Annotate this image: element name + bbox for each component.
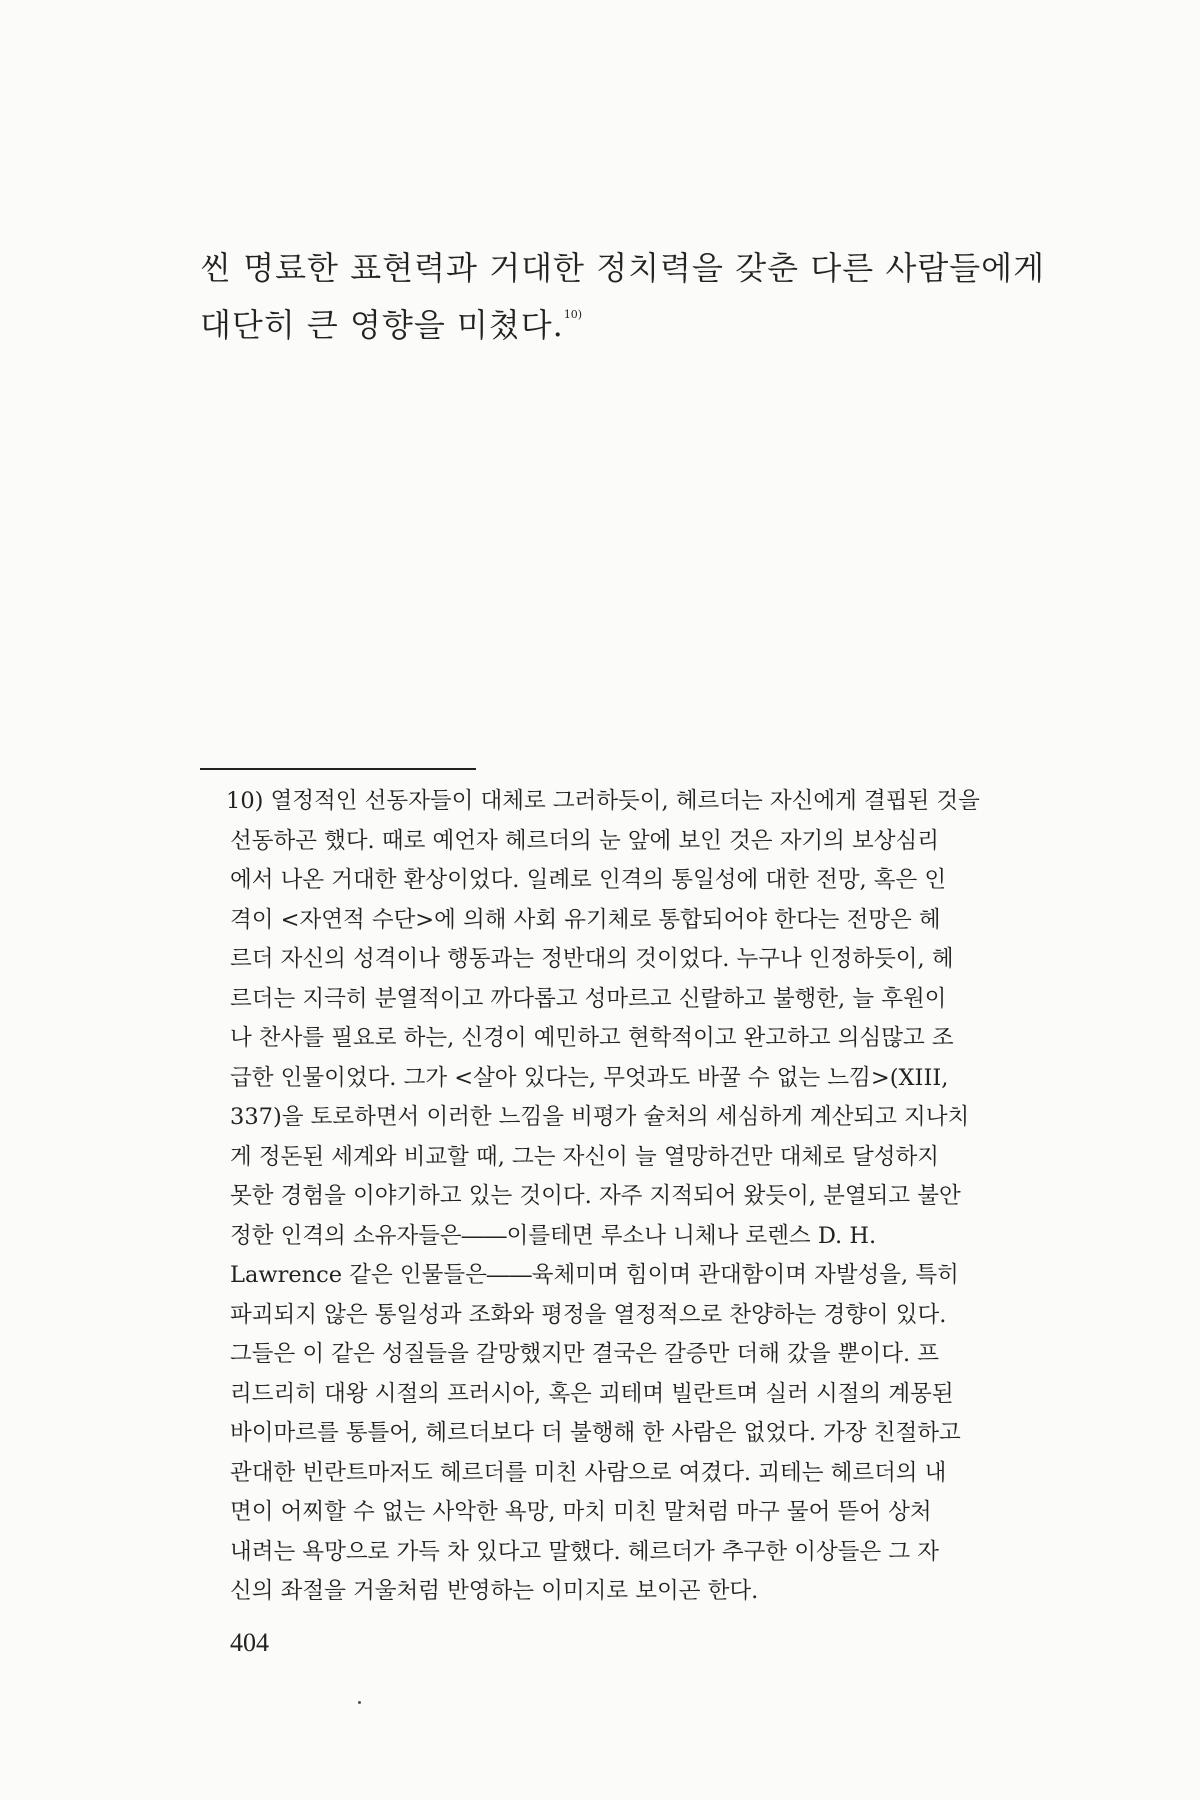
- footnote-line: 르더 자신의 성격이나 행동과는 정반대의 것이었다. 누구나 인정하듯이, 헤: [230, 946, 954, 972]
- footnote-line: 게 정돈된 세계와 비교할 때, 그는 자신이 늘 열망하건만 대체로 달성하지: [230, 1143, 939, 1170]
- footnote-separator: [200, 768, 476, 770]
- footnote-line: 못한 경험을 이야기하고 있는 것이다. 자주 지적되어 왔듯이, 분열되고 불안: [230, 1183, 961, 1209]
- footnote-line: 나 찬사를 필요로 하는, 신경이 예민하고 현학적이고 완고하고 의심많고 조: [230, 1025, 954, 1051]
- footnote-line: 격이 <자연적 수단>에 의해 사회 유기체로 통합되어야 한다는 전망은 헤: [230, 906, 941, 933]
- footnote-line: 신의 좌절을 거울처럼 반영하는 이미지로 보이곤 한다.: [230, 1578, 759, 1604]
- footnote-line: 리드리히 대왕 시절의 프러시아, 혹은 괴테며 빌란트며 실러 시절의 계몽된: [230, 1380, 954, 1407]
- footnote: [226, 782, 1044, 1612]
- footnote-line: Lawrence 같은 인물들은――육체미며 힘이며 관대함이며 자발성을, 특히: [230, 1262, 959, 1288]
- footnote-line: 선동하곤 했다. 때로 예언자 헤르더의 눈 앞에 보인 것은 자기의 보상심리: [230, 827, 939, 854]
- footnote-reference: 10): [563, 308, 583, 321]
- footnote-line: 정한 인격의 소유자들은――이를테면 루소나 니체나 로렌스 D. H.: [230, 1222, 877, 1249]
- page-number: 404: [230, 1628, 269, 1657]
- footnote-line: 급한 인물이었다. 그가 <살아 있다는, 무엇과도 바꿀 수 없는 느낌>(XIII,: [230, 1064, 949, 1091]
- footnote-line: 10) 열정적인 선동자들이 대체로 그러하듯이, 헤르더는 자신에게 결핍된 것을: [226, 788, 980, 814]
- footnote-line: 면이 어찌할 수 없는 사악한 욕망, 마치 미친 말처럼 마구 물어 뜯어 상처: [230, 1499, 932, 1525]
- body-paragraph: [200, 240, 1045, 354]
- scan-speck: [358, 1701, 361, 1704]
- footnote-line: 에서 나온 거대한 환상이었다. 일례로 인격의 통일성에 대한 전망, 혹은 인: [230, 867, 947, 893]
- footnote-line: 바이마르를 통틀어, 헤르더보다 더 불행해 한 사람은 없었다. 가장 친절하고: [230, 1420, 961, 1446]
- body-text: 씬 명료한 표현력과 거대한 정치력을 갖춘 다른 사람들에게 대단히 큰 영향을 미쳤다.: [200, 249, 1045, 344]
- footnote-line: 337)을 토로하면서 이러한 느낌을 비평가 슐처의 세심하게 계산되고 지나치: [230, 1104, 970, 1130]
- footnote-line: 파괴되지 않은 통일성과 조화와 평정을 열정적으로 찬양하는 경향이 있다.: [230, 1301, 947, 1328]
- footnote-line: 내려는 욕망으로 가득 차 있다고 말했다. 헤르더가 추구한 이상들은 그 자: [230, 1538, 939, 1565]
- footnote-line: 그들은 이 같은 성질들을 갈망했지만 결국은 갈증만 더해 갔을 뿐이다. 프: [230, 1341, 939, 1367]
- footnote-line: 관대한 빈란트마저도 헤르더를 미친 사람으로 여겼다. 괴테는 헤르더의 내: [230, 1459, 947, 1486]
- footnote-line: 르더는 지극히 분열적이고 까다롭고 성마르고 신랄하고 불행한, 늘 후원이: [230, 985, 947, 1012]
